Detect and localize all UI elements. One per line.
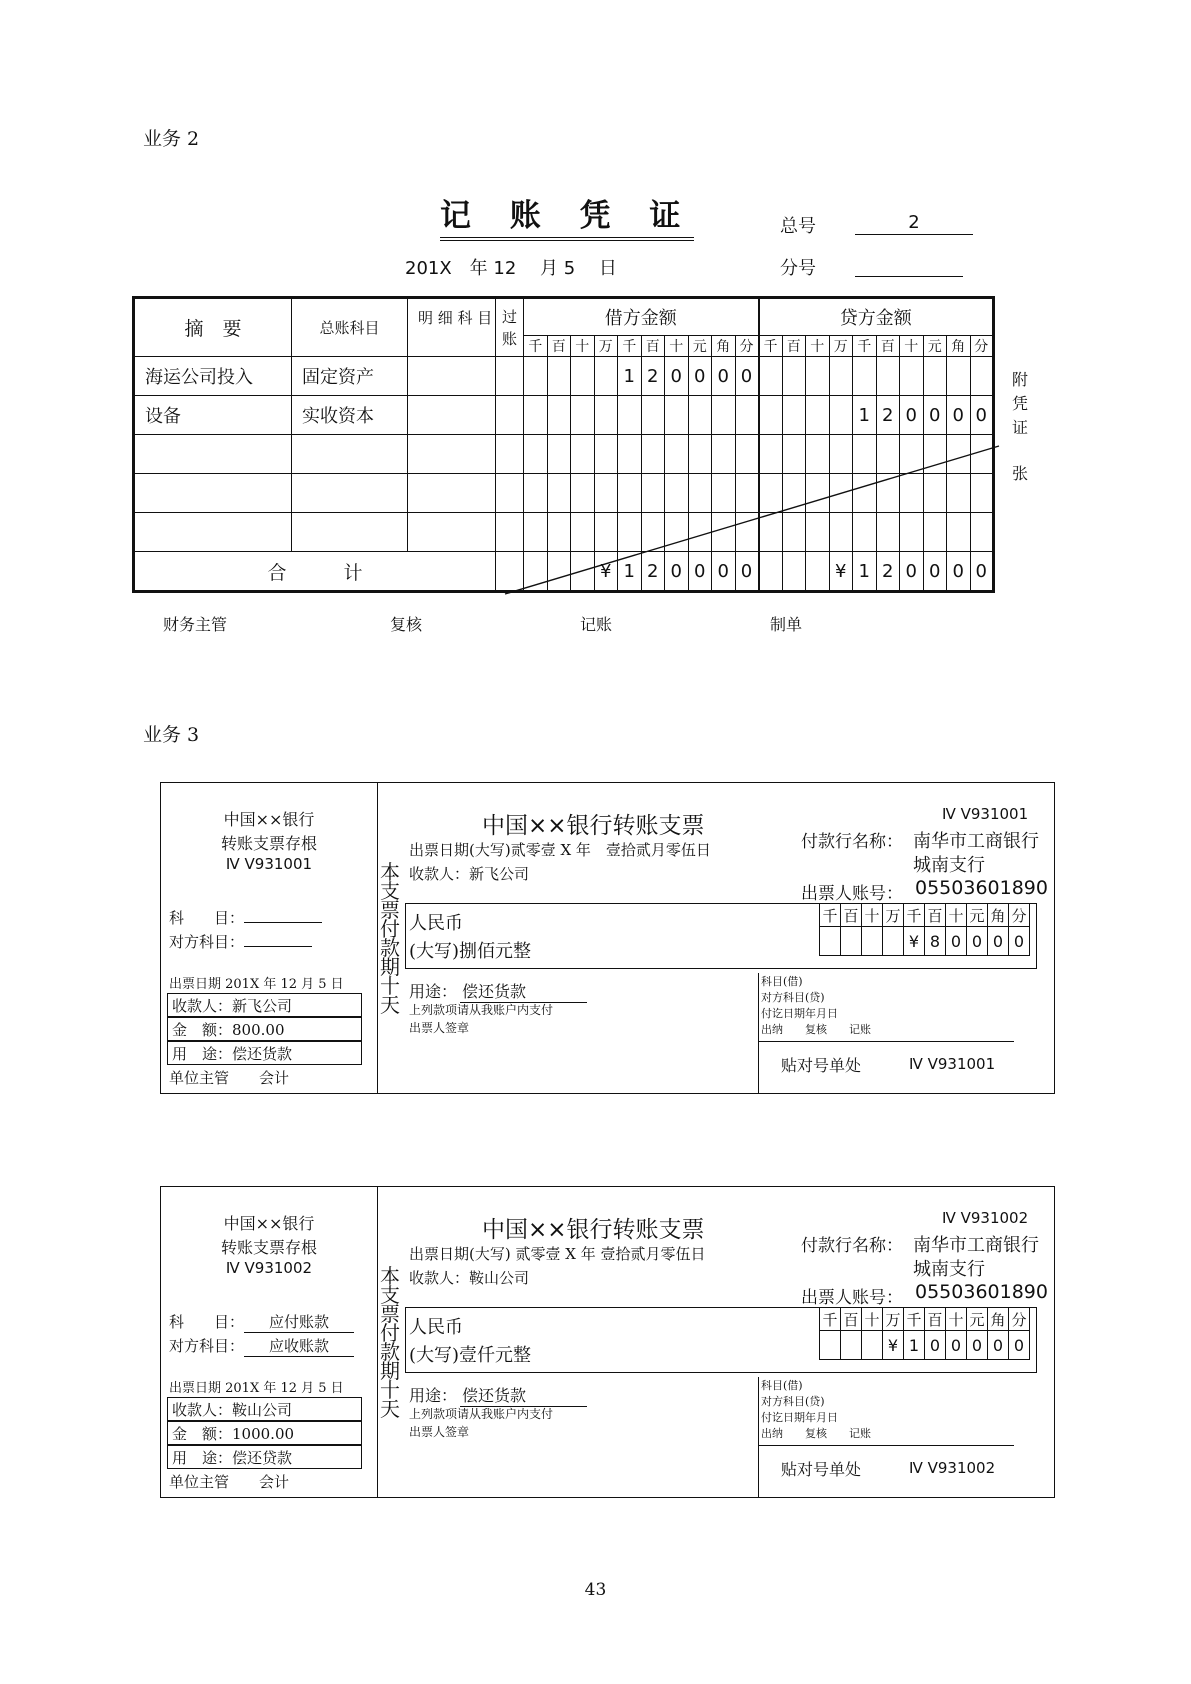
debit-digit-label: 元 [688,336,712,357]
total-credit-digit: ¥ [829,552,853,592]
bank-debit-subject: 科目(借) [761,975,803,988]
paste-divider [758,1041,1014,1042]
stub-number: Ⅳ Ⅴ931001 [225,855,313,873]
digit-label: 千 [820,1308,841,1331]
total-no-value: 2 [908,212,920,233]
stub-amount: 金 额：1000.00 [167,1421,362,1445]
credit-digit-label: 十 [900,336,924,357]
stub-counter [244,946,312,947]
stub-date: 出票日期 201X 年 12 月 5 日 [169,977,344,992]
digit-label: 分 [1009,1308,1030,1331]
section-label-3: 业务 3 [143,724,200,746]
total-credit-digit: 1 [853,552,877,592]
amount-digit: ¥ [904,927,925,956]
stub-amount: 金 额：800.00 [167,1017,362,1041]
total-debit-digit: 1 [618,552,642,592]
paste-number: Ⅳ Ⅴ931001 [909,1055,996,1073]
total-credit-digit: 0 [947,552,971,592]
drawer-account-label: 出票人账号： [801,884,903,904]
digit-label: 分 [1009,904,1030,927]
amount-digit [862,927,883,956]
credit-digit-label: 千 [759,336,783,357]
total-debit-digit: 0 [688,552,712,592]
stub-title: 转账支票存根 [220,1238,317,1257]
digit-label: 角 [988,904,1009,927]
paste-label: 贴对号单处 [781,1460,862,1479]
attachment-note-char: 证 [1011,418,1028,437]
use-label: 用途： [409,982,458,1001]
credit-digit-label: 百 [876,336,900,357]
vertical-char: 十 [380,1378,400,1402]
vertical-char: 款 [380,936,400,960]
bank-credit-subject: 对方科目(贷) [761,991,825,1004]
digit-label: 万 [883,1308,904,1331]
digit-label: 万 [883,904,904,927]
digit-label: 十 [862,1308,883,1331]
cheque-serial: Ⅳ Ⅴ931002 [942,1209,1029,1227]
total-credit-digit: 0 [900,552,924,592]
attachment-note [1010,368,1030,486]
header-debit: 借方金额 [524,298,759,336]
header-detail: 明 细 科 目 [408,298,496,357]
amount-digit [820,927,841,956]
credit-digit-label: 分 [970,336,994,357]
section-label-2: 业务 2 [143,128,200,150]
payer-bank-label: 付款行名称： [801,1236,903,1256]
header-posted: 过账 [496,298,524,357]
payer-bank-branch: 城南支行 [913,1259,985,1280]
digit-label: 百 [841,1308,862,1331]
amount-digit: 0 [925,1331,946,1360]
stub-subject-label: 科 目： [169,909,245,927]
debit-digit-label: 十 [665,336,689,357]
vertical-char: 天 [380,993,400,1017]
total-label: 合 计 [134,552,496,592]
amount-digit: 0 [1009,1331,1030,1360]
debit-digit: 2 [641,357,665,396]
credit-digit-label: 角 [947,336,971,357]
sign-preparer: 制单 [770,615,803,634]
cheque-body [377,783,1054,1093]
total-credit-digit: 2 [876,552,900,592]
vertical-char: 付 [380,1321,400,1345]
vertical-char: 支 [380,1283,400,1307]
vertical-char: 本 [380,1264,400,1288]
digit-label: 角 [988,1308,1009,1331]
debit-digit: 0 [735,357,759,396]
amount-digit [862,1331,883,1360]
vertical-char: 期 [380,1359,400,1383]
debit-digit-label: 十 [571,336,595,357]
page-number: 43 [584,1580,607,1600]
row-account: 固定资产 [292,357,408,396]
cheque-payee: 收款人：新飞公司 [409,865,530,883]
credit-digit: 0 [947,396,971,435]
vertical-char: 期 [380,955,400,979]
vertical-char: 付 [380,917,400,941]
cheque-body [377,1187,1054,1497]
paste-label: 贴对号单处 [781,1056,862,1075]
credit-digit-label: 千 [853,336,877,357]
payer-bank-name: 南华市工商银行 [913,1235,1039,1256]
stub-counter-label: 对方科目： [169,1337,245,1355]
use-label: 用途： [409,1386,458,1405]
stub-footer: 单位主管 会计 [169,1069,290,1087]
cheque-serial: Ⅳ Ⅴ931001 [942,805,1029,823]
cheque-stub [161,1187,378,1497]
digit-label: 千 [904,1308,925,1331]
amount-digit [883,927,904,956]
stub-date: 出票日期 201X 年 12 月 5 日 [169,1381,344,1396]
cheque-payee: 收款人：鞍山公司 [409,1269,530,1287]
credit-digit-label: 十 [806,336,830,357]
credit-digit-label: 元 [923,336,947,357]
paste-divider [758,1445,1014,1446]
stub-footer: 单位主管 会计 [169,1473,290,1491]
debit-digit-label: 千 [524,336,548,357]
vertical-char: 本 [380,860,400,884]
row-summary: 海运公司投入 [134,357,292,396]
sign-bookkeeping: 记账 [580,615,613,634]
digit-label: 十 [946,904,967,927]
credit-digit-label: 万 [829,336,853,357]
amount-digit: 0 [946,1331,967,1360]
amount-digit-grid [819,1307,1030,1360]
amount-digit: 1 [904,1331,925,1360]
row-account: 实收资本 [292,396,408,435]
stub-counter: 应收账款 [244,1335,354,1357]
debit-digit: 0 [688,357,712,396]
stub-bank: 中国××银行 [223,1214,315,1233]
use-value: 偿还货款 [460,979,587,1003]
debit-digit: 0 [665,357,689,396]
amount-digit: 0 [988,1331,1009,1360]
credit-digit: 2 [876,396,900,435]
digit-label: 千 [820,904,841,927]
bank-credit-subject: 对方科目(贷) [761,1395,825,1408]
credit-digit: 0 [923,396,947,435]
bank-signatures: 出纳 复核 记账 [761,1023,871,1036]
paid-date: 付讫日期年月日 [761,1411,838,1424]
amount-digit: 8 [925,927,946,956]
transfer-cheque [160,1186,1055,1498]
digit-label: 百 [925,904,946,927]
debit-digit: 1 [618,357,642,396]
use-value: 偿还货款 [460,1383,587,1407]
debit-digit-label: 角 [712,336,736,357]
amount-digit: 0 [946,927,967,956]
vertical-char: 支 [380,879,400,903]
drawer-seal: 出票人签章 [409,1425,470,1439]
transfer-cheque [160,782,1055,1094]
digit-label: 千 [904,904,925,927]
header-account: 总账科目 [292,298,408,357]
amount-digit: 0 [967,1331,988,1360]
credit-digit: 0 [900,396,924,435]
digit-label: 百 [925,1308,946,1331]
stub-payee: 收款人：鞍山公司 [167,1397,362,1421]
voucher-date: 201X 年 12 月 5 日 [405,258,617,279]
debit-digit-label: 百 [547,336,571,357]
drawer-account: 05503601890 [915,877,1048,899]
vertical-char: 十 [380,974,400,998]
credit-digit: 0 [970,396,994,435]
sub-no-label: 分号 [780,258,816,279]
cheque-note: 上列款项请从我账户内支付 [409,1407,554,1421]
cheque-date: 出票日期(大写) 贰零壹 X 年 壹拾贰月零伍日 [409,1245,706,1263]
paid-date: 付讫日期年月日 [761,1007,838,1020]
voucher-title: 记 账 凭 证 [440,190,694,241]
digit-label: 十 [946,1308,967,1331]
stub-purpose: 用 途：偿还货款 [167,1041,362,1065]
amount-in-words: (大写)壹仟元整 [409,1345,532,1366]
debit-digit-label: 分 [735,336,759,357]
row-summary: 设备 [134,396,292,435]
drawer-account-label: 出票人账号： [801,1288,903,1308]
header-summary: 摘 要 [134,298,292,357]
total-debit-digit: 2 [641,552,665,592]
cheque-title: 中国××银行转账支票 [482,1217,705,1243]
paste-number: Ⅳ Ⅴ931002 [909,1459,996,1477]
payer-bank-branch: 城南支行 [913,855,985,876]
total-debit-digit: 0 [735,552,759,592]
amount-digit: 0 [967,927,988,956]
stub-subject-label: 科 目： [169,1313,245,1331]
debit-digit-label: 万 [594,336,618,357]
rmb-label: 人民币 [409,1317,463,1338]
bank-signatures: 出纳 复核 记账 [761,1427,871,1440]
sign-review: 复核 [390,615,423,634]
digit-label: 元 [967,1308,988,1331]
cheque-stub [161,783,378,1093]
rmb-label: 人民币 [409,913,463,934]
digit-label: 百 [841,904,862,927]
header-credit: 贷方金额 [759,298,994,336]
total-debit-digit: ¥ [594,552,618,592]
cheque-title: 中国××银行转账支票 [482,813,705,839]
debit-digit-label: 千 [618,336,642,357]
vertical-char: 票 [380,1302,400,1326]
bank-debit-subject: 科目(借) [761,1379,803,1392]
total-debit-digit: 0 [712,552,736,592]
credit-digit: 1 [853,396,877,435]
credit-digit-label: 百 [782,336,806,357]
amount-digit: ¥ [883,1331,904,1360]
digit-label: 十 [862,904,883,927]
total-no-label: 总号 [780,216,816,237]
payer-bank-label: 付款行名称： [801,832,903,852]
amount-digit: 0 [988,927,1009,956]
payer-bank-name: 南华市工商银行 [913,831,1039,852]
vertical-char: 款 [380,1340,400,1364]
stub-purpose: 用 途：偿还贷款 [167,1445,362,1469]
cheque-date: 出票日期(大写)贰零壹 X 年 壹拾贰月零伍日 [409,841,711,859]
amount-digit [820,1331,841,1360]
drawer-seal: 出票人签章 [409,1021,470,1035]
stub-counter-label: 对方科目： [169,933,245,951]
vertical-char: 票 [380,898,400,922]
digit-label: 元 [967,904,988,927]
stub-subject: 应付账款 [244,1311,354,1333]
sign-finance-manager: 财务主管 [163,615,228,634]
amount-digit [841,927,862,956]
stub-subject [244,922,322,923]
debit-digit: 0 [712,357,736,396]
total-credit-digit: 0 [970,552,994,592]
total-credit-digit: 0 [923,552,947,592]
attachment-note-char: 凭 [1011,394,1028,413]
stub-bank: 中国××银行 [223,810,315,829]
amount-digit: 0 [1009,927,1030,956]
amount-in-words: (大写)捌佰元整 [409,941,532,962]
amount-digit-grid [819,903,1030,956]
attachment-note-char: 附 [1011,370,1028,389]
total-debit-digit: 0 [665,552,689,592]
attachment-note-char: 张 [1011,464,1028,483]
cheque-note: 上列款项请从我账户内支付 [409,1003,554,1017]
debit-digit-label: 百 [641,336,665,357]
stub-number: Ⅳ Ⅴ931002 [225,1259,313,1277]
stub-payee: 收款人：新飞公司 [167,993,362,1017]
amount-digit [841,1331,862,1360]
stub-title: 转账支票存根 [220,834,317,853]
vertical-char: 天 [380,1397,400,1421]
drawer-account: 05503601890 [915,1281,1048,1303]
